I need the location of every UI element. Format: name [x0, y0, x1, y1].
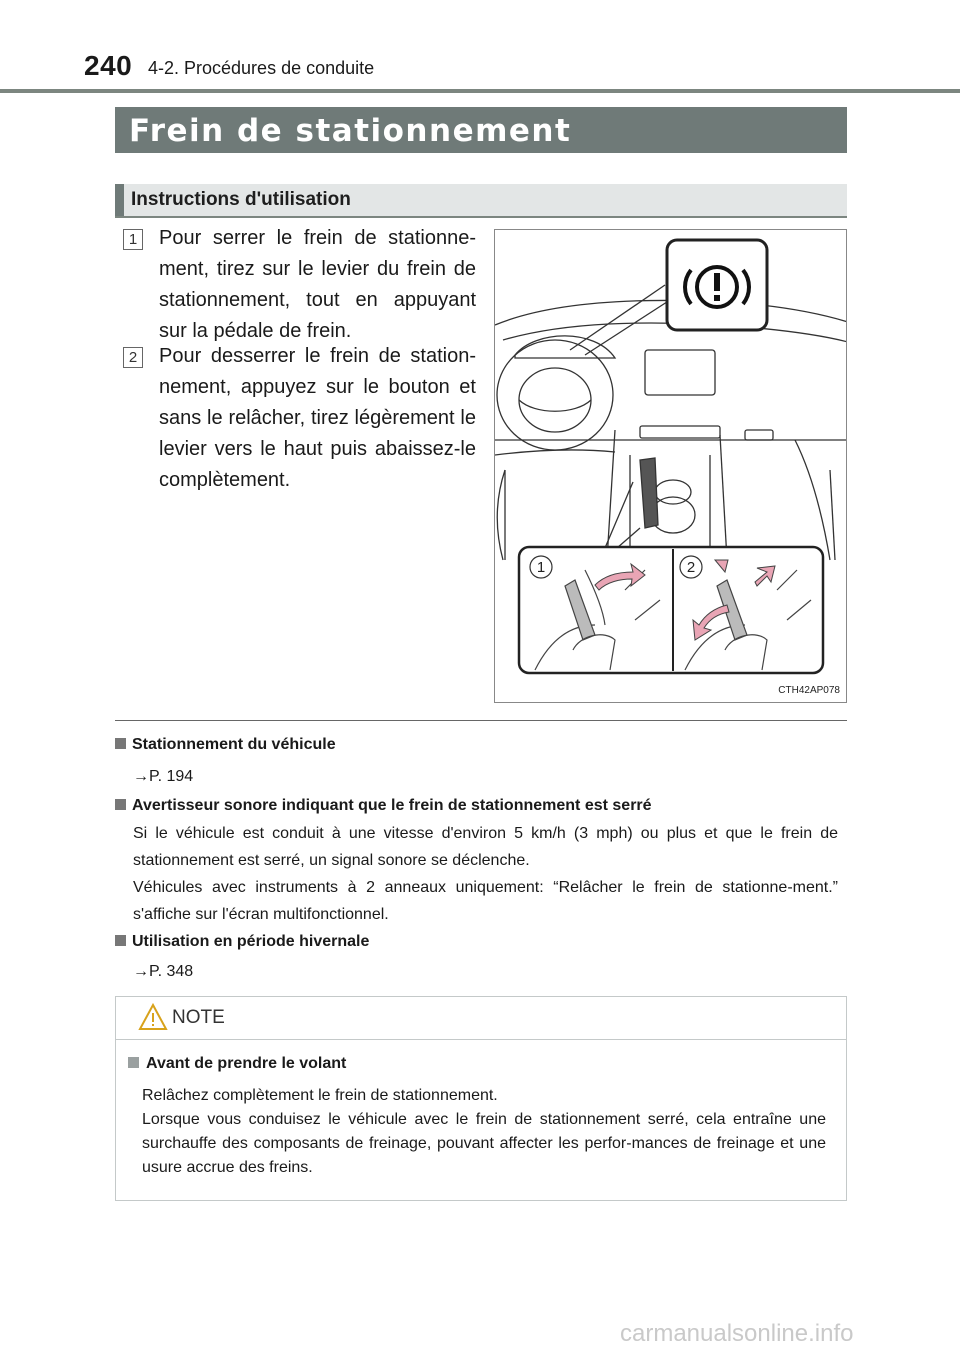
warning-triangle-icon [138, 1003, 168, 1031]
info-body-alarm-2: Véhicules avec instruments à 2 anneaux uniquement: “Relâcher le frein de stationne-ment.” s'affiche sur l'écran multifonctionnel. [133, 879, 838, 923]
info-body-parking: →P. 194 [133, 768, 194, 785]
page-number: 240 [84, 50, 133, 81]
note-heading-text: Avant de prendre le volant [146, 1055, 347, 1072]
note-line-1: Relâchez complètement le frein de stationnement. [142, 1087, 498, 1104]
info-divider [115, 720, 847, 721]
title-bar [115, 107, 847, 153]
note-text [142, 1084, 826, 1180]
callout-1: 1 [536, 559, 546, 576]
info-heading-winter [115, 933, 369, 951]
note-divider [116, 1039, 846, 1040]
note-box [115, 996, 847, 1201]
step-1-text: Pour serrer le frein de stationne-ment, tirez sur le levier du frein de stationnement, tout en appuyant sur la pédale de frein. [159, 227, 476, 342]
subtitle-accent [115, 184, 124, 216]
watermark: carmanualsonline.info [620, 1320, 854, 1347]
info-heading-text: Stationnement du véhicule [132, 736, 336, 753]
section-path: 4-2. Procédures de conduite [148, 58, 375, 78]
info-heading-text: Utilisation en période hivernale [132, 933, 370, 950]
bullet-square-icon [115, 738, 126, 749]
parking-brake-illustration [494, 229, 847, 703]
step-2-number: 2 [123, 347, 143, 368]
illustration-drawing [495, 230, 847, 703]
header-rule [0, 89, 960, 93]
page-title: Frein de stationnement [129, 113, 572, 149]
info-heading-text: Avertisseur sonore indiquant que le frein de stationnement est serré [132, 797, 652, 814]
info-body-winter: →P. 348 [133, 963, 194, 980]
callout-2: 2 [686, 559, 696, 576]
note-heading [128, 1055, 346, 1073]
bullet-square-icon [128, 1057, 139, 1068]
step-2-text: Pour desserrer le frein de station-nement, appuyez sur le bouton et sans le relâcher, tirez légèrement le levier vers le haut puis abaissez-le complètement. [159, 345, 476, 491]
info-heading-parking [115, 736, 336, 754]
note-label: NOTE [172, 1007, 225, 1028]
section-subtitle: Instructions d'utilisation [131, 189, 351, 210]
bullet-square-icon [115, 935, 126, 946]
step-1-number: 1 [123, 229, 143, 250]
figure-code: CTH42AP078 [778, 685, 840, 696]
note-line-2: Lorsque vous conduisez le véhicule avec le frein de stationnement serré, cela entraîne une surchauffe des composants de freinage, pouvant affecter les perfor-mances de freinage et une usure accrue des freins. [142, 1111, 826, 1176]
subtitle-bar [115, 184, 847, 218]
info-heading-alarm [115, 797, 652, 815]
info-body-alarm: Si le véhicule est conduit à une vitesse d'environ 5 km/h (3 mph) ou plus et que le frein de stationnement est serré, un signal sonore se déclenche. [133, 825, 838, 869]
bullet-square-icon [115, 799, 126, 810]
